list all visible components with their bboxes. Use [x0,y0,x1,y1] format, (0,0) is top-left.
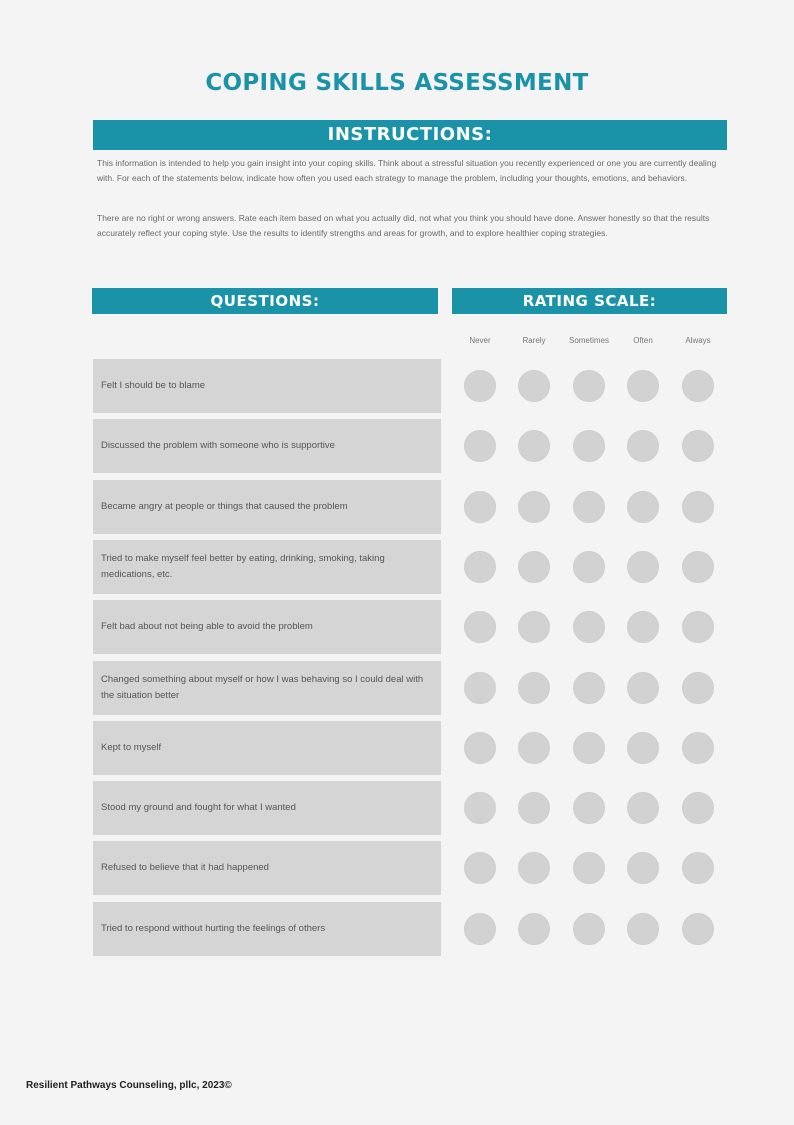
rating-option-rarely[interactable] [518,672,550,704]
rating-option-rarely[interactable] [518,913,550,945]
rating-option-always[interactable] [682,491,714,523]
question-text: Became angry at people or things that caused the problem [101,501,348,512]
rating-option-often[interactable] [627,611,659,643]
rating-option-sometimes[interactable] [573,611,605,643]
footer-copyright: Resilient Pathways Counseling, pllc, 2023© [26,1080,232,1091]
scale-label-rarely: Rarely [522,336,546,345]
question-row [93,841,441,895]
scale-label-sometimes: Sometimes [568,336,609,345]
rating-option-rarely[interactable] [518,792,550,824]
question-row [93,419,441,473]
scale-label-never: Never [469,336,491,345]
rating-scale-heading: RATING SCALE: [452,288,727,314]
rating-option-always[interactable] [682,370,714,402]
rating-option-sometimes[interactable] [573,852,605,884]
question-text: Felt I should be to blame [101,380,206,391]
question-text: Stood my ground and fought for what I wanted [101,802,296,813]
question-text: Discussed the problem with someone who is supportive [101,440,335,451]
rating-option-never[interactable] [464,852,496,884]
rating-option-often[interactable] [627,913,659,945]
question-row [93,600,441,654]
rating-option-often[interactable] [627,430,659,462]
rating-option-rarely[interactable] [518,852,550,884]
rating-option-always[interactable] [682,551,714,583]
instructions-heading: INSTRUCTIONS: [93,120,727,150]
questions-heading: QUESTIONS: [92,288,438,314]
page-title: COPING SKILLS ASSESSMENT [205,70,589,96]
rating-option-always[interactable] [682,852,714,884]
rating-option-often[interactable] [627,370,659,402]
rating-option-rarely[interactable] [518,732,550,764]
rating-option-sometimes[interactable] [573,491,605,523]
question-row [93,721,441,775]
rating-option-never[interactable] [464,672,496,704]
rating-option-sometimes[interactable] [573,792,605,824]
rating-option-rarely[interactable] [518,611,550,643]
rating-option-never[interactable] [464,491,496,523]
rating-option-often[interactable] [627,852,659,884]
rating-option-never[interactable] [464,913,496,945]
question-row [93,480,441,534]
instructions-paragraph-1: This information is intended to help you gain insight into your coping skills. Think about a stressful situation you recently experienced or one you are currently dealing with. For each of the statements below, indicate how often you used each strategy to manage the problem, including your thoughts, emotions, and behaviors. [97,158,717,183]
question-text: Tried to make myself feel better by eating, drinking, smoking, taking medications, etc. [101,553,385,580]
question-row [93,781,441,835]
question-text: Kept to myself [101,742,162,753]
rating-option-rarely[interactable] [518,370,550,402]
question-text: Changed something about myself or how I was behaving so I could deal with the situation better [101,674,424,701]
scale-label-often: Often [633,336,653,345]
rating-option-always[interactable] [682,792,714,824]
rating-option-sometimes[interactable] [573,551,605,583]
rating-option-rarely[interactable] [518,491,550,523]
question-text: Felt bad about not being able to avoid the problem [101,621,313,632]
question-row [93,540,441,594]
rating-option-always[interactable] [682,913,714,945]
question-row [93,359,441,413]
rating-option-often[interactable] [627,551,659,583]
rating-option-often[interactable] [627,491,659,523]
rating-option-always[interactable] [682,732,714,764]
rating-option-often[interactable] [627,792,659,824]
question-row [93,902,441,956]
rating-option-sometimes[interactable] [573,913,605,945]
rating-option-never[interactable] [464,551,496,583]
rating-option-often[interactable] [627,732,659,764]
rating-option-never[interactable] [464,732,496,764]
rating-option-rarely[interactable] [518,430,550,462]
question-text: Refused to believe that it had happened [101,862,269,873]
rating-option-sometimes[interactable] [573,672,605,704]
instructions-paragraph-2: There are no right or wrong answers. Rate each item based on what you actually did, not what you think you should have done. Answer honestly so that the results accurately reflect your coping style. Use the results to identify strengths and areas for growth, and to explore healthier coping strategies. [97,213,710,238]
rating-option-often[interactable] [627,672,659,704]
rating-option-always[interactable] [682,430,714,462]
rating-option-rarely[interactable] [518,551,550,583]
rating-option-never[interactable] [464,370,496,402]
rating-option-sometimes[interactable] [573,430,605,462]
rating-option-never[interactable] [464,430,496,462]
rating-option-always[interactable] [682,611,714,643]
scale-label-always: Always [685,336,711,345]
question-text: Tried to respond without hurting the feelings of others [101,923,326,934]
rating-option-never[interactable] [464,792,496,824]
rating-option-sometimes[interactable] [573,732,605,764]
rating-option-never[interactable] [464,611,496,643]
rating-option-always[interactable] [682,672,714,704]
rating-option-sometimes[interactable] [573,370,605,402]
question-row [93,661,441,715]
